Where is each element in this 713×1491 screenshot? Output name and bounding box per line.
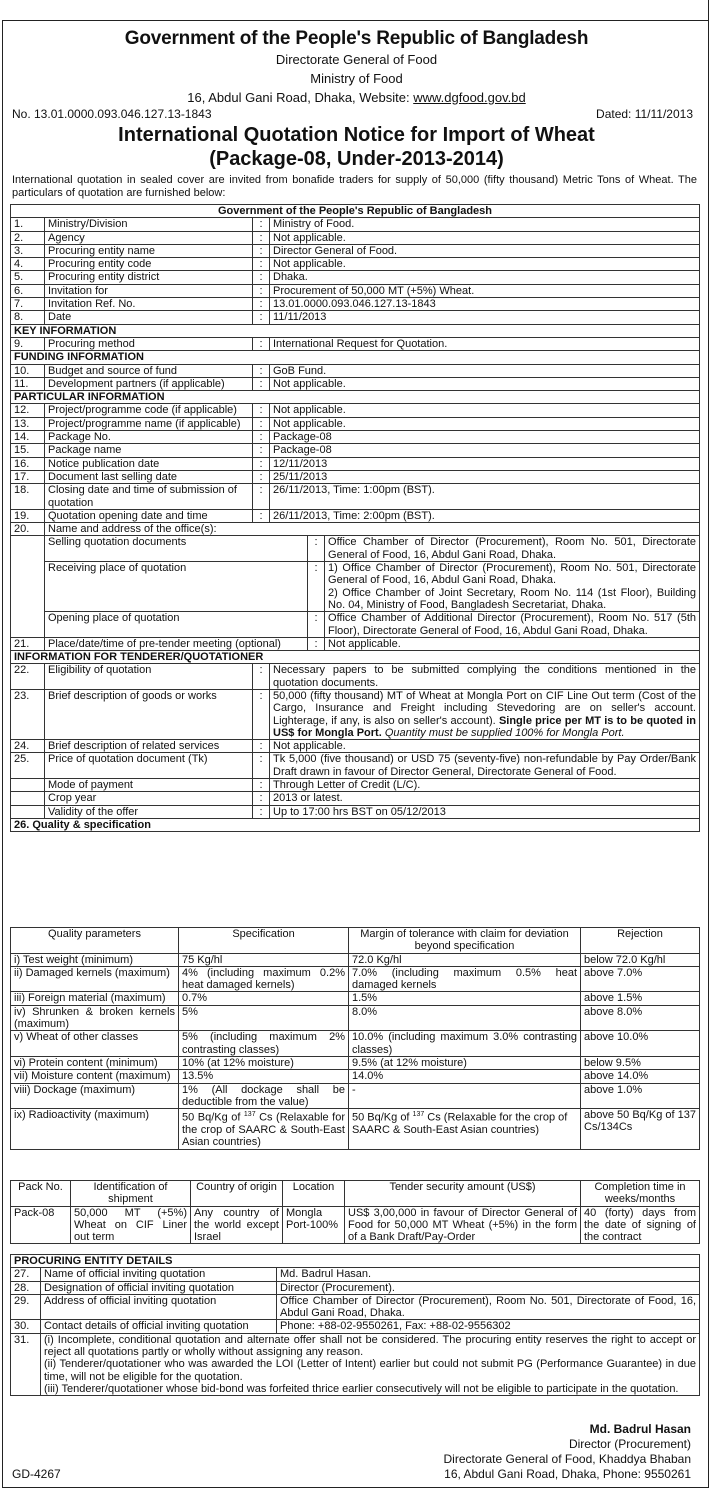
table-row (11, 431, 700, 444)
colon: : (253, 689, 270, 739)
row-number: 18. (11, 484, 45, 510)
ministry-line: Ministry of Food (310, 71, 403, 86)
quality-parameter: vii) Moisture content (maximum) (11, 1070, 179, 1083)
row-label: Name of official inviting quotation (41, 1268, 277, 1281)
colon: : (253, 337, 270, 350)
colon: : (253, 470, 270, 483)
notice-title: International Quotation Notice for Import of Wheat (118, 124, 595, 146)
row-label: Quotation opening date and time (45, 509, 253, 522)
rejection: below 72.0 Kg/hl (581, 953, 700, 966)
colon: : (253, 740, 270, 753)
row-number: 31. (11, 1333, 41, 1395)
section-heading: KEY INFORMATION (11, 324, 700, 337)
row-value: Not applicable. (270, 740, 700, 753)
specification: 75 Kg/hl (179, 953, 349, 966)
page-edge (708, 0, 713, 22)
row-value: 2) Office Chamber of Joint Secretary, Room No. 114 (1st Floor), Building No. 04, Ministry of Food, Bangladesh Secretariat, Dhaka. (328, 586, 696, 611)
address-text: 16, Abdul Gani Road, Dhaka, Website: (187, 90, 414, 105)
table-row (11, 779, 700, 792)
colon: : (308, 562, 325, 612)
row-label: Selling quotation documents (45, 536, 308, 562)
colon: : (253, 484, 270, 510)
row-label: Project/programme code (if applicable) (45, 404, 253, 417)
column-header: Identification of shipment (71, 1181, 191, 1207)
row-value: Md. Badrul Hasan. (277, 1268, 700, 1281)
table-row (11, 1109, 700, 1150)
row-number: 25. (11, 753, 45, 779)
particulars-table (10, 204, 700, 832)
quantity-note: Quantity must be supplied 100% for Mongla Port. (381, 726, 625, 739)
specification: 10% (at 12% moisture) (179, 1056, 349, 1069)
row-value: Office Chamber of Director (Procurement), Room No. 501, Directorate General of Food, 16, Abdul Gani Road, Dhaka. (325, 536, 700, 562)
quality-parameter: v) Wheat of other classes (11, 1031, 179, 1057)
quality-parameter: iv) Shrunken & broken kernels (maximum) (11, 1005, 179, 1031)
row-number: 20. (11, 523, 45, 536)
colon: : (253, 244, 270, 257)
colon: : (253, 509, 270, 522)
signatory-address: 16, Abdul Gani Road, Dhaka, Phone: 9550261 (444, 1467, 691, 1481)
table-row (11, 377, 700, 390)
table-row (11, 484, 700, 510)
table-row (11, 1005, 700, 1031)
table-row (11, 637, 700, 650)
tolerance-text: 50 Bq/Kg of (352, 1111, 413, 1124)
row-number: 11. (11, 377, 45, 390)
row-label: Package name (45, 444, 253, 457)
row-label: Procuring entity code (45, 258, 253, 271)
row-value: 26/11/2013, Time: 2:00pm (BST). (270, 509, 700, 522)
row-label: Closing date and time of submission of quotation (45, 484, 253, 510)
column-header: Margin of tolerance with claim for deviation beyond specification (349, 928, 581, 954)
row-number: 28. (11, 1281, 41, 1294)
row-number: 21. (11, 637, 45, 650)
colon: : (253, 298, 270, 311)
table-row (11, 284, 700, 297)
colon: : (308, 536, 325, 562)
specification: 0.7% (179, 992, 349, 1005)
row-value: Not applicable. (270, 417, 700, 430)
table-row (11, 509, 700, 522)
row-value: 13.01.0000.093.046.127.13-1843 (270, 298, 700, 311)
colon: : (308, 612, 325, 638)
table-row (11, 664, 700, 690)
table-row (11, 689, 700, 739)
row-label: Procuring entity district (45, 271, 253, 284)
table-row (11, 244, 700, 257)
location: Mongla Port-100% (283, 1206, 345, 1244)
row-value: Package-08 (270, 431, 700, 444)
table-row (11, 1320, 700, 1333)
row-number: 19. (11, 509, 45, 522)
colon: : (253, 231, 270, 244)
website-link[interactable]: www.dgfood.gov.bd (413, 90, 526, 105)
row-number: 27. (11, 1268, 41, 1281)
row-number: 3. (11, 244, 45, 257)
column-header: Location (283, 1181, 345, 1207)
row-label: Budget and source of fund (45, 364, 253, 377)
tolerance: 10.0% (including maximum 3.0% contrasting classes) (349, 1031, 581, 1057)
country-of-origin: Any country of the world except Israel (191, 1206, 283, 1244)
table-row (11, 612, 700, 638)
table-title: Government of the People's Republic of Bangladesh (11, 205, 700, 218)
row-label: Ministry/Division (45, 218, 253, 231)
quality-table (10, 927, 700, 1150)
row-value: Not applicable. (325, 637, 700, 650)
specification: 13.5% (179, 1070, 349, 1083)
table-row (11, 258, 700, 271)
colon: : (253, 258, 270, 271)
specification: 5% (179, 1005, 349, 1031)
signatory-title: Director (Procurement) (568, 1437, 691, 1451)
procuring-table (10, 1254, 700, 1396)
row-label: Place/date/time of pre-tender meeting (optional) (45, 637, 308, 650)
table-row (11, 992, 700, 1005)
table-row (11, 523, 700, 536)
row-label: Package No. (45, 431, 253, 444)
table-row (11, 1031, 700, 1057)
colon: : (253, 779, 270, 792)
quality-parameter: i) Test weight (minimum) (11, 953, 179, 966)
tolerance-text: Cs (Relaxable for the crop of SAARC & South-East Asian countries) (352, 1111, 568, 1137)
section-heading: PROCURING ENTITY DETAILS (11, 1255, 700, 1268)
row-value: 11/11/2013 (270, 311, 700, 324)
row-number: 22. (11, 664, 45, 690)
row-label: Date (45, 311, 253, 324)
goods-text: 50,000 (fifty thousand) MT of Wheat at Mongla Port on CIF Line Out term (Cost of the Cargo, Insurance and Freight including Stevedoring are on seller's account. Lighterage, if any, is also on seller's account). (273, 689, 696, 727)
table-row (11, 1070, 700, 1083)
table-row (11, 1056, 700, 1069)
row-number: 8. (11, 311, 45, 324)
row-label: Brief description of goods or works (45, 689, 253, 739)
column-header: Tender security amount (US$) (345, 1181, 581, 1207)
table-row (11, 417, 700, 430)
shipment: 50,000 MT (+5%) Wheat on CIF Liner out term (71, 1206, 191, 1244)
row-value: Not applicable. (270, 404, 700, 417)
tolerance (349, 1109, 581, 1150)
colon: : (253, 792, 270, 805)
row-label: Designation of official inviting quotation (41, 1281, 277, 1294)
row-value: Dhaka. (270, 271, 700, 284)
row-value: Office Chamber of Additional Director (Procurement), Room No. 517 (5th Floor), Directorate General of Food, 16, Abdul Gani Road, Dhaka. (325, 612, 700, 638)
row-number: 2. (11, 231, 45, 244)
table-row (11, 805, 700, 818)
specification: 5% (including maximum 2% contrasting classes) (179, 1031, 349, 1057)
rejection: above 1.0% (581, 1083, 700, 1109)
row-label: Agency (45, 231, 253, 244)
table-row (11, 231, 700, 244)
tolerance: 7.0% (including maximum 0.5% heat damaged kernels (349, 966, 581, 992)
isotope-number: 137 (412, 1111, 425, 1119)
conditions (41, 1333, 700, 1395)
gov-title: Government of the People's Republic of Bangladesh (124, 28, 589, 49)
section-heading: PARTICULAR INFORMATION (11, 391, 700, 404)
table-row (11, 1294, 700, 1320)
rejection: above 1.5% (581, 992, 700, 1005)
quality-parameter: viii) Dockage (maximum) (11, 1083, 179, 1109)
colon: : (253, 271, 270, 284)
row-value: Necessary papers to be submitted complying the conditions mentioned in the quotation documents. (270, 664, 700, 690)
signature-block (444, 1422, 692, 1482)
table-row (11, 470, 700, 483)
colon: : (253, 664, 270, 690)
rejection: above 50 Bq/Kg of 137 Cs/134Cs (581, 1109, 700, 1150)
colon: : (253, 311, 270, 324)
row-value (270, 689, 700, 739)
colon: : (308, 637, 325, 650)
table-row (11, 536, 700, 562)
row-value: Package-08 (270, 444, 700, 457)
table-row (11, 1083, 700, 1109)
colon: : (253, 805, 270, 818)
row-number: 14. (11, 431, 45, 444)
notice-subtitle: (Package-08, Under-2013-2014) (209, 148, 504, 170)
row-label: Invitation Ref. No. (45, 298, 253, 311)
column-header: Rejection (581, 928, 700, 954)
row-number: 4. (11, 258, 45, 271)
row-label: Procuring entity name (45, 244, 253, 257)
colon: : (253, 417, 270, 430)
row-label: Procuring method (45, 337, 253, 350)
condition-ii: (ii) Tenderer/quotationer who was awarded the LOI (Letter of Intent) earlier but could not submit PG (Performance Guarantee) in due time, will not be eligible for the quotation. (44, 1358, 696, 1383)
dated-text: Dated: 11/11/2013 (596, 107, 693, 121)
row-value: Phone: +88-02-9550261, Fax: +88-02-9556302 (277, 1320, 700, 1333)
row-value: 25/11/2013 (270, 470, 700, 483)
row-number: 23. (11, 689, 45, 739)
tender-security: US$ 3,00,000 in favour of Director General of Food for 50,000 MT Wheat (+5%) in the form of a Bank Draft/Pay-Order (345, 1206, 581, 1244)
row-number: 10. (11, 364, 45, 377)
table-row (11, 364, 700, 377)
colon: : (253, 404, 270, 417)
table-row (11, 1333, 700, 1395)
row-label: Address of official inviting quotation (41, 1294, 277, 1320)
section-heading: FUNDING INFORMATION (11, 351, 700, 364)
tolerance: 72.0 Kg/hl (349, 953, 581, 966)
row-number: 7. (11, 298, 45, 311)
pack-number: Pack-08 (11, 1206, 71, 1244)
signatory-office: Directorate General of Food, Khaddya Bhaban (443, 1452, 691, 1466)
specification: 1% (All dockage shall be deductible from the value) (179, 1083, 349, 1109)
row-number: 5. (11, 271, 45, 284)
table-row (11, 457, 700, 470)
column-header: Quality parameters (11, 928, 179, 954)
table-row (11, 753, 700, 779)
row-value: Tk 5,000 (five thousand) or USD 75 (seventy-five) non-refundable by Pay Order/Bank Draft drawn in favour of Director General, Directorate General of Food. (270, 753, 700, 779)
colon: : (253, 431, 270, 444)
row-value: Not applicable. (270, 258, 700, 271)
row-label: Validity of the offer (45, 805, 253, 818)
table-row (11, 444, 700, 457)
tolerance: - (349, 1083, 581, 1109)
row-value: Ministry of Food. (270, 218, 700, 231)
directorate-line: Directorate General of Food (275, 52, 438, 67)
row-value: Office Chamber of Director (Procurement), Room No. 501, Directorate of Food, 16, Abdul Gani Road, Dhaka. (277, 1294, 700, 1320)
quality-parameter: iii) Foreign material (maximum) (11, 992, 179, 1005)
row-number: 1. (11, 218, 45, 231)
row-number: 29. (11, 1294, 41, 1320)
reference-number: No. 13.01.0000.093.046.127.13-1843 (12, 107, 212, 121)
column-header: Pack No. (11, 1181, 71, 1207)
rejection: above 7.0% (581, 966, 700, 992)
row-value: GoB Fund. (270, 364, 700, 377)
tolerance: 8.0% (349, 1005, 581, 1031)
tolerance: 14.0% (349, 1070, 581, 1083)
row-value: Not applicable. (270, 231, 700, 244)
table-row (11, 1281, 700, 1294)
footer-code: GD-4267 (12, 1467, 61, 1481)
package-table (10, 1180, 700, 1244)
rejection: above 10.0% (581, 1031, 700, 1057)
colon: : (253, 753, 270, 779)
row-label: Name and address of the office(s): (45, 523, 700, 536)
rejection: below 9.5% (581, 1056, 700, 1069)
row-number: 13. (11, 417, 45, 430)
row-value: Through Letter of Credit (L/C). (270, 779, 700, 792)
table-row (11, 792, 700, 805)
row-label: Eligibility of quotation (45, 664, 253, 690)
table-row (11, 337, 700, 350)
table-row (11, 966, 700, 992)
quality-parameter: ix) Radioactivity (maximum) (11, 1109, 179, 1150)
table-row (11, 1206, 700, 1244)
table-row (11, 953, 700, 966)
row-label: Mode of payment (45, 779, 253, 792)
colon: : (253, 364, 270, 377)
signatory-name: Md. Badrul Hasan (589, 1422, 691, 1436)
table-row (11, 271, 700, 284)
table-row (11, 311, 700, 324)
row-label: Brief description of related services (45, 740, 253, 753)
row-label: Opening place of quotation (45, 612, 308, 638)
table-row (11, 404, 700, 417)
row-number: 24. (11, 740, 45, 753)
column-header: Country of origin (191, 1181, 283, 1207)
colon: : (253, 444, 270, 457)
condition-iii: (iii) Tenderer/quotationer whose bid-bond was forfeited thrice earlier consecutively will not be eligible to participate in the quotation. (44, 1382, 679, 1395)
row-number: 9. (11, 337, 45, 350)
spec-text: 50 Bq/Kg of (182, 1111, 244, 1124)
rejection: above 14.0% (581, 1070, 700, 1083)
intro-paragraph: International quotation in sealed cover are invited from bonafide traders for supply of 50,000 (fifty thousand) Metric Tons of Wheat. The particulars of quotation are furnished below: (12, 174, 697, 199)
colon: : (253, 284, 270, 297)
table-row (11, 562, 700, 612)
row-number: 15. (11, 444, 45, 457)
quality-parameter: ii) Damaged kernels (maximum) (11, 966, 179, 992)
price-note: Single price per MT is to be quoted in US$ for Mongla Port. (273, 714, 696, 739)
row-value: Up to 17:00 hrs BST on 05/12/2013 (270, 805, 700, 818)
row-value: Procurement of 50,000 MT (+5%) Wheat. (270, 284, 700, 297)
colon: : (253, 218, 270, 231)
row-value: 26/11/2013, Time: 1:00pm (BST). (270, 484, 700, 510)
row-label: Receiving place of quotation (45, 562, 308, 612)
colon: : (253, 377, 270, 390)
tolerance: 9.5% (at 12% moisture) (349, 1056, 581, 1069)
row-value: 12/11/2013 (270, 457, 700, 470)
row-value: Director (Procurement). (277, 1281, 700, 1294)
table-row (11, 298, 700, 311)
row-label: Development partners (if applicable) (45, 377, 253, 390)
tolerance: 1.5% (349, 992, 581, 1005)
row-label: Contact details of official inviting quotation (41, 1320, 277, 1333)
row-value: 1) Office Chamber of Director (Procurement), Room No. 501, Directorate General of Food, 16, Abdul Gani Road, Dhaka. (328, 562, 696, 587)
row-label: Invitation for (45, 284, 253, 297)
specification: 4% (including maximum 0.2% heat damaged kernels) (179, 966, 349, 992)
row-label: Notice publication date (45, 457, 253, 470)
isotope-number: 137 (243, 1111, 256, 1119)
column-header: Specification (179, 928, 349, 954)
column-header: Completion time in weeks/months (581, 1181, 700, 1207)
row-number: 12. (11, 404, 45, 417)
row-label: Price of quotation document (Tk) (45, 753, 253, 779)
table-row (11, 1268, 700, 1281)
reference-row (12, 107, 693, 121)
row-label: Crop year (45, 792, 253, 805)
row-value: Not applicable. (270, 377, 700, 390)
spec-text: Cs (Relaxable for the crop of SAARC & South-East Asian countries) (182, 1111, 345, 1149)
row-number: 16. (11, 457, 45, 470)
address-line (0, 90, 713, 105)
section-heading: 26. Quality & specification (11, 818, 700, 831)
row-value: 2013 or latest. (270, 792, 700, 805)
row-value: Director General of Food. (270, 244, 700, 257)
row-number: 17. (11, 470, 45, 483)
row-label: Document last selling date (45, 470, 253, 483)
condition-i: (i) Incomplete, conditional quotation and alternate offer shall not be considered. The procuring entity reserves the right to accept or reject all quotations partly or wholly without assigning any reason. (44, 1333, 696, 1359)
specification (179, 1109, 349, 1150)
table-row (11, 740, 700, 753)
row-value: International Request for Quotation. (270, 337, 700, 350)
rejection: above 8.0% (581, 1005, 700, 1031)
colon: : (253, 457, 270, 470)
section-heading: INFORMATION FOR TENDERER/QUOTATIONER (11, 651, 700, 664)
table-row (11, 218, 700, 231)
row-number: 30. (11, 1320, 41, 1333)
completion-time: 40 (forty) days from the date of signing of the contract (581, 1206, 700, 1244)
row-number: 6. (11, 284, 45, 297)
row-label: Project/programme name (if applicable) (45, 417, 253, 430)
quality-parameter: vi) Protein content (minimum) (11, 1056, 179, 1069)
